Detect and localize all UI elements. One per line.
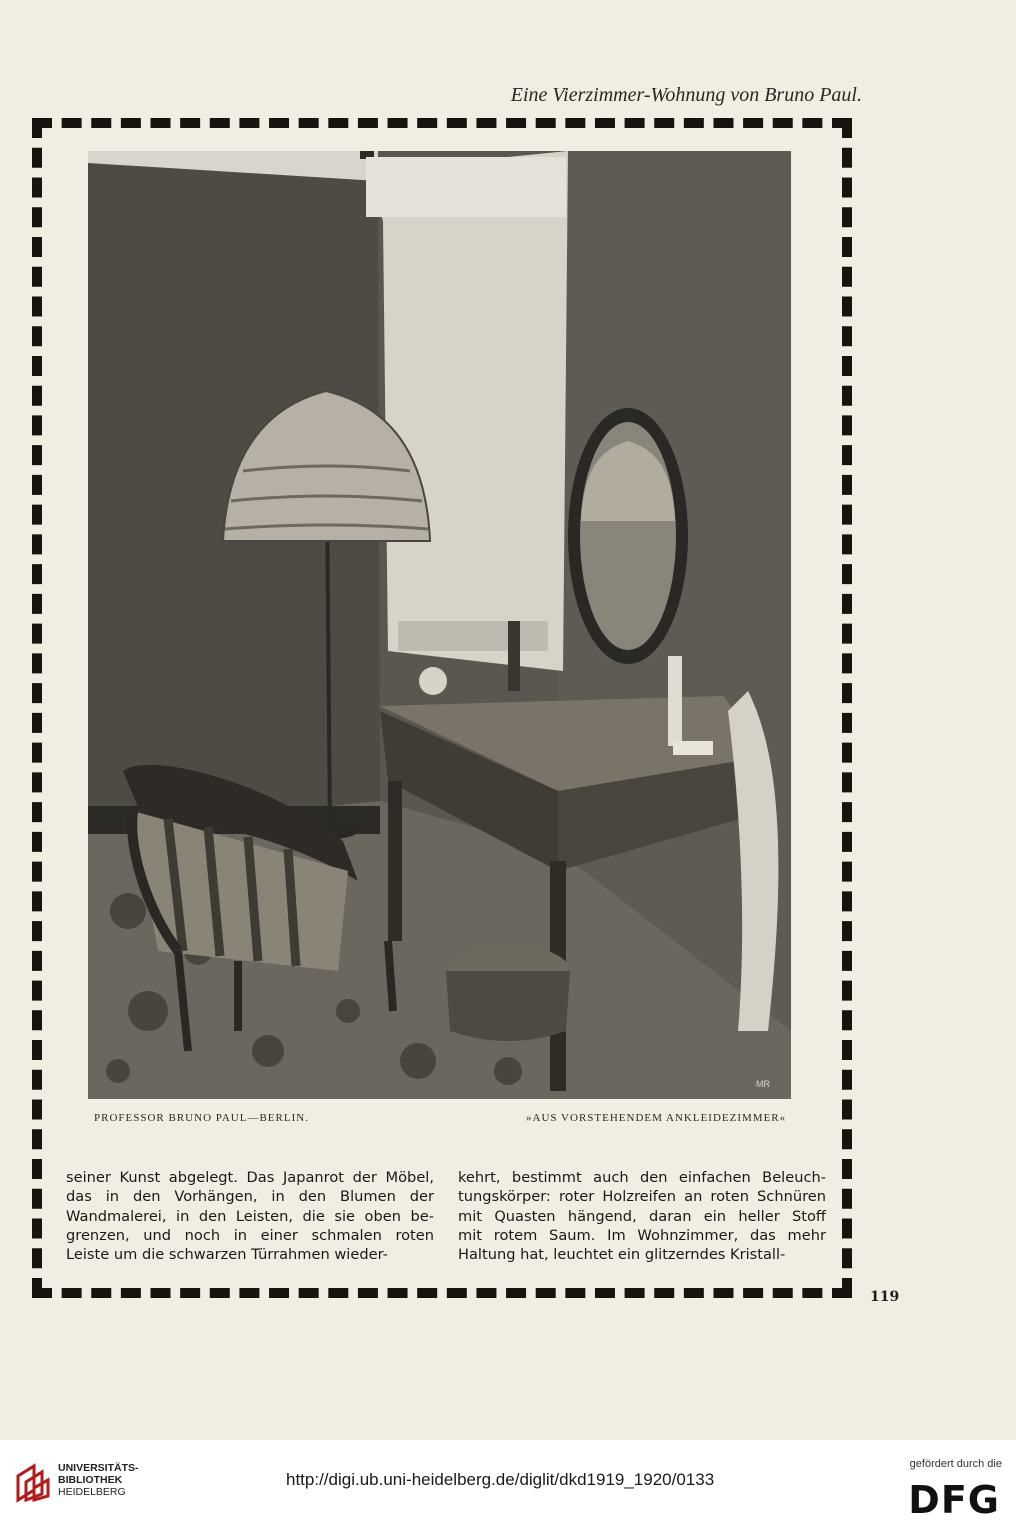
curtain — [368, 151, 568, 671]
stool-body — [446, 971, 570, 1041]
library-line: BIBLIOTHEK — [58, 1474, 123, 1486]
curtain-valance — [366, 157, 566, 217]
text-line: kehrt, bestimmt auch den einfachen Beleuch- — [458, 1169, 826, 1186]
table-leg-left — [388, 781, 402, 941]
text-line: grenzen, und noch in einer schmalen roten — [66, 1226, 434, 1244]
window-sill — [398, 621, 548, 651]
text-line: Haltung hat, leuchtet ein glitzerndes Kristall- — [458, 1246, 786, 1264]
page-number: 119 — [870, 1289, 900, 1305]
text-line: tungskörper: roter Holzreifen an roten Schnüren — [458, 1188, 826, 1206]
university-library-logo-icon[interactable] — [14, 1462, 52, 1504]
library-line: UNIVERSITÄTS- — [58, 1462, 139, 1474]
text-line: Wandmalerei, in den Leisten, die sie oben be- — [66, 1207, 434, 1225]
university-library-name[interactable] — [58, 1462, 139, 1498]
photograph[interactable] — [88, 151, 791, 1099]
text-line: Leiste um die schwarzen Türrahmen wieder- — [66, 1246, 388, 1264]
viewer-footer — [0, 1440, 1016, 1525]
photo-monogram: MR — [756, 1079, 770, 1089]
library-line: HEIDELBERG — [58, 1486, 126, 1498]
text-column-right — [458, 1168, 826, 1264]
text-line: mit rotem Saum. Im Wohnzimmer, das mehr — [458, 1226, 826, 1244]
vase — [508, 621, 520, 691]
text-column-left — [66, 1168, 434, 1264]
caption-photographer: PROFESSOR BRUNO PAUL—BERLIN. — [94, 1112, 309, 1124]
chair-leg-2 — [388, 941, 393, 1011]
text-line: das in den Vorhängen, in den Blumen der — [66, 1188, 434, 1206]
text-line: seiner Kunst abgelegt. Das Japanrot der Möbel, — [66, 1169, 434, 1186]
text-line: mit Quasten hängend, daran ein heller Stoff — [458, 1207, 826, 1225]
dfg-logo[interactable]: DFG — [908, 1478, 1000, 1522]
caption-title: »AUS VORSTEHENDEM ANKLEIDEZIMMER« — [526, 1112, 787, 1124]
permalink-url[interactable]: http://digi.ub.uni-heidelberg.de/diglit/dkd1919_1920/0133 — [286, 1470, 715, 1489]
running-head: Eine Vierzimmer-Wohnung von Bruno Paul. — [510, 84, 862, 106]
funding-note: gefördert durch die — [909, 1458, 1002, 1470]
